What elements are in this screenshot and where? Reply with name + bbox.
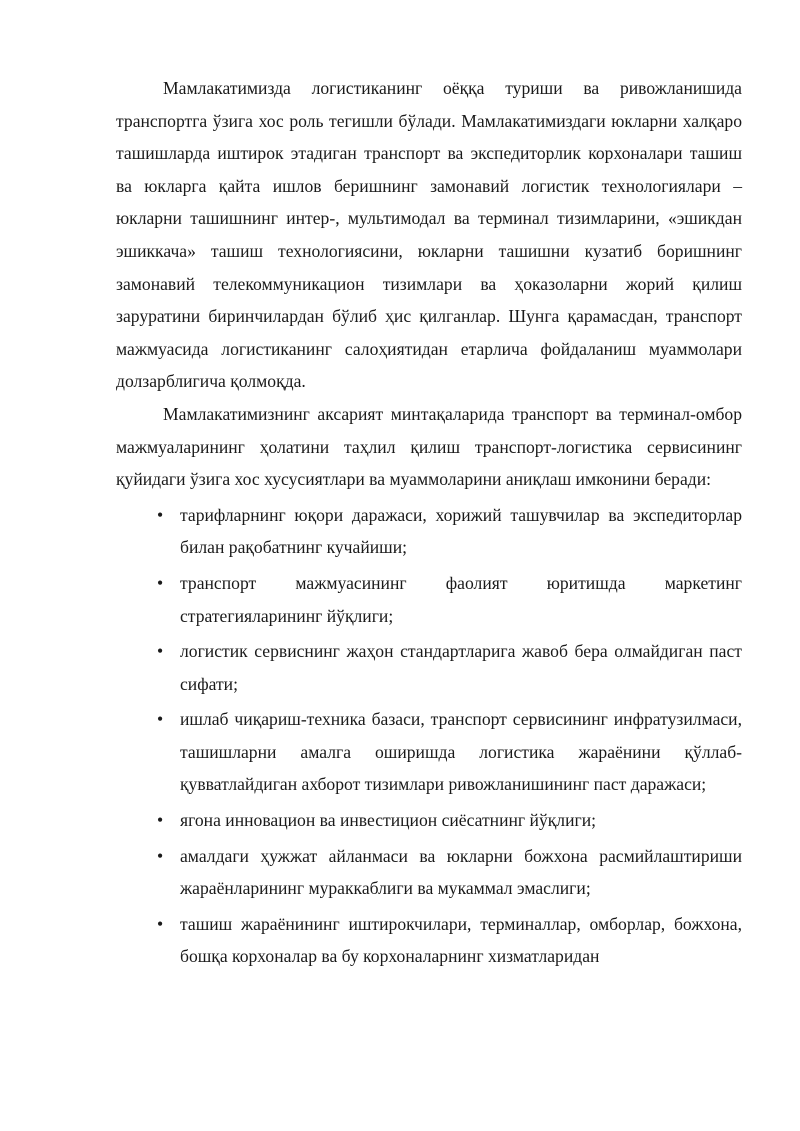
bullet-icon: • [157, 845, 164, 866]
document-page [116, 72, 742, 973]
list-item-text: тарифларнинг юқори даражаси, хорижий ташувчилар ва экспедиторлар билан рақобатнинг кучайиши; [180, 504, 742, 558]
list-item [157, 564, 742, 632]
problems-list [116, 496, 742, 973]
list-item-text: ягона инновацион ва инвестицион сиёсатнинг йўқлиги; [180, 810, 597, 831]
list-item [157, 905, 742, 973]
list-item-text: транспорт мажмуасининг фаолият юритишда маркетинг стратегияларининг йўқлиги; [180, 572, 742, 626]
bullet-icon: • [157, 810, 164, 831]
list-item [157, 801, 742, 837]
list-item [157, 496, 742, 564]
list-item [157, 700, 742, 801]
paragraph-logistics-intro: Мамлакатимизда логистиканинг оёққа туриши ва ривожланишида транспортга ўзига хос роль тегишли бўлади. Мамлакатимиздаги юкларни халқаро ташишларда иштирок этадиган транспорт ва экспедиторлик корхоналари ташиш ва юкларга қайта ишлов беришнинг замонавий логистик технологиялари – юкларни ташишнинг интер-, мультимодал ва терминал тизимларини, «эшикдан эшиккача» ташиш технологиясини, юкларни ташишни кузатиб боришнинг замонавий телекоммуникацион тизимлари ва ҳоказоларни жорий қилиш заруратини биринчилардан бўлиб ҳис қилганлар. Шунга қарамасдан, транспорт мажмуасида логистиканинг салоҳиятидан етарлича фойдаланиш муаммолари долзарблигича қолмоқда. [116, 78, 742, 392]
paragraph-regions-analysis: Мамлакатимизнинг аксарият минтақаларида транспорт ва терминал-омбор мажмуаларининг ҳолатини таҳлил қилиш транспорт-логистика сервисининг қуйидаги ўзига хос хусусиятлари ва муаммоларини аниқлаш имконини беради: [116, 403, 742, 490]
list-item [157, 837, 742, 905]
bullet-icon: • [157, 641, 164, 662]
bullet-icon: • [157, 709, 164, 730]
bullet-icon: • [157, 572, 164, 593]
list-item-text: амалдаги ҳужжат айланмаси ва юкларни божхона расмийлаштириши жараёнларининг мураккаблиги ва мукаммал эмаслиги; [180, 845, 742, 899]
list-item-text: логистик сервиснинг жаҳон стандартларига жавоб бера олмайдиган паст сифати; [180, 641, 742, 694]
list-item [157, 632, 742, 700]
bullet-icon: • [157, 913, 164, 934]
bullet-icon: • [157, 504, 164, 525]
list-item-text: ишлаб чиқариш-техника базаси, транспорт сервисининг инфратузилмаси, ташишларни амалга оширишда логистика жараёнини қўллаб-қувватлайдиган ахборот тизимлари ривожланишининг паст даражаси; [180, 709, 742, 795]
list-item-text: ташиш жараёнининг иштирокчилари, терминаллар, омборлар, божхона, бошқа корхоналар ва бу корхоналарнинг хизматларидан [180, 913, 742, 967]
